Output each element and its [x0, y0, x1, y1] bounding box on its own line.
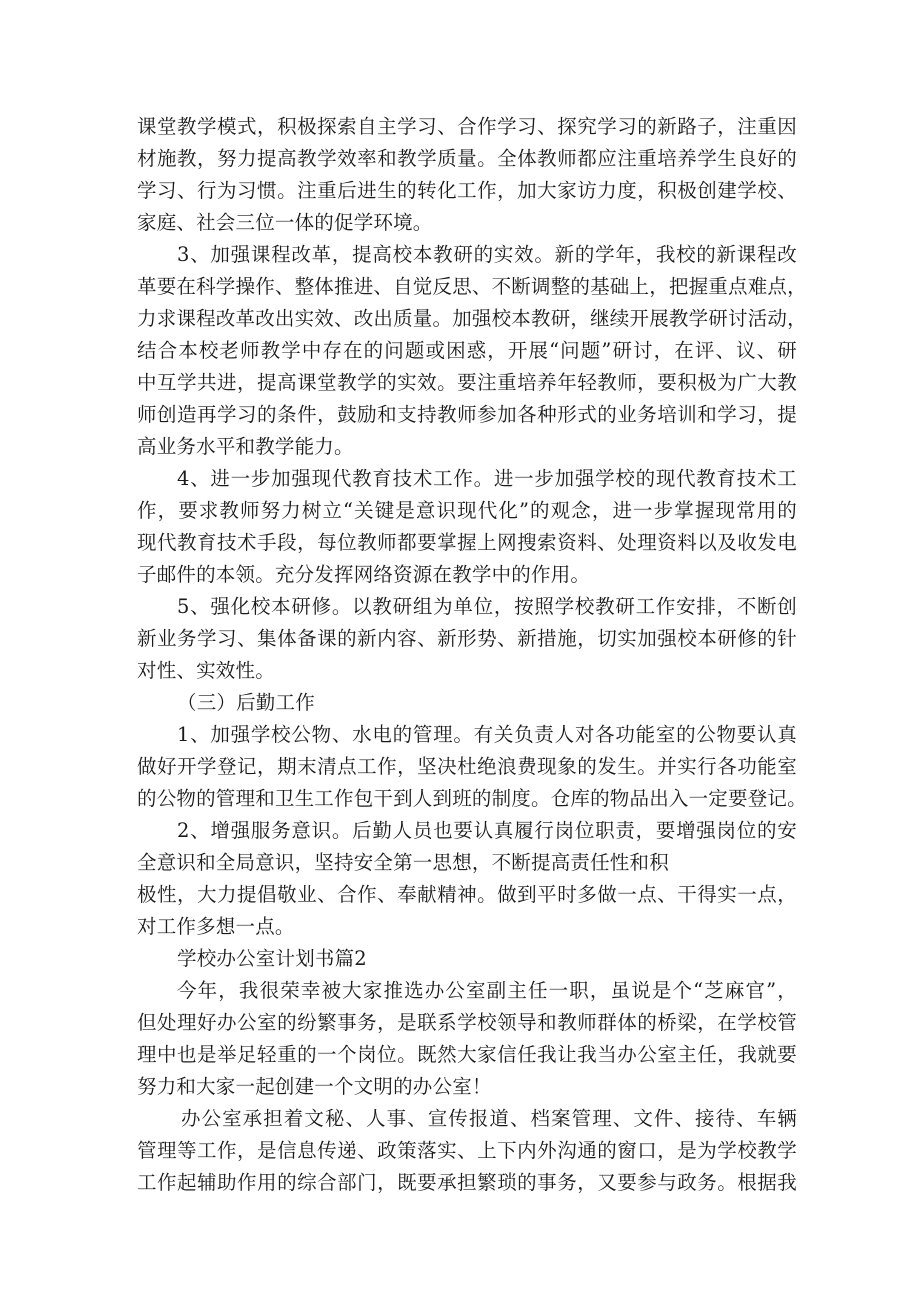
- text-line: 现代教育技术手段，每位教师都要掌握上网搜索资料、处理资料以及收发电: [137, 531, 797, 554]
- text-line: 做好开学登记，期末清点工作，坚决杜绝浪费现象的发生。并实行各功能室: [137, 755, 797, 778]
- text-line: 全意识和全局意识，坚持安全第一思想，不断提高责任性和积: [137, 851, 669, 874]
- text-line: 高业务水平和教学能力。: [137, 435, 354, 458]
- section-heading: （三）后勤工作: [177, 691, 315, 714]
- text-line: 新业务学习、集体备课的新内容、新形势、新措施，切实加强校本研修的针: [137, 627, 797, 650]
- text-line: 革要在科学操作、整体推进、自觉反思、不断调整的基础上，把握重点难点，: [137, 275, 807, 298]
- paragraph-first-line: 3、加强课程改革，提高校本教研的实效。新的学年，我校的新课程改: [177, 243, 797, 266]
- text-line: 管理等工作，是信息传递、政策落实、上下内外沟通的窗口，是为学校教学: [137, 1139, 797, 1162]
- text-line: 工作起辅助作用的综合部门，既要承担繁琐的事务，又要参与政务。根据我: [137, 1171, 797, 1194]
- text-line: 师创造再学习的条件，鼓励和支持教师参加各种形式的业务培训和学习，提: [137, 403, 797, 426]
- paragraph-first-line: 2、增强服务意识。后勤人员也要认真履行岗位职责，要增强岗位的安: [177, 819, 797, 842]
- text-line: 子邮件的本领。充分发挥网络资源在教学中的作用。: [137, 563, 591, 586]
- text-line: 力求课程改革改出实效、改出质量。加强校本教研，继续开展教学研讨活动，: [137, 307, 807, 330]
- text-line: 理中也是举足轻重的一个岗位。既然大家信任我让我当办公室主任，我就要: [137, 1043, 797, 1066]
- article-title: 学校办公室计划书篇2: [177, 947, 367, 970]
- paragraph-first-line: 办公室承担着文秘、人事、宣传报道、档案管理、文件、接待、车辆: [181, 1107, 797, 1130]
- text-line: 对工作多想一点。: [137, 915, 295, 938]
- text-line: 对性、实效性。: [137, 659, 275, 682]
- text-line: 课堂教学模式，积极探索自主学习、合作学习、探究学习的新路子，注重因: [137, 115, 797, 138]
- text-line: 中互学共进，提高课堂教学的实效。要注重培养年轻教师，要积极为广大教: [137, 371, 797, 394]
- paragraph-first-line: 1、加强学校公物、水电的管理。有关负责人对各功能室的公物要认真: [177, 723, 797, 746]
- paragraph-first-line: 4、进一步加强现代教育技术工作。进一步加强学校的现代教育技术工: [177, 467, 797, 490]
- text-line: 家庭、社会三位一体的促学环境。: [137, 211, 433, 234]
- text-line: 材施教，努力提高教学效率和教学质量。全体教师都应注重培养学生良好的: [137, 147, 797, 170]
- text-line: 学习、行为习惯。注重后进生的转化工作，加大家访力度，积极创建学校、: [137, 179, 797, 202]
- paragraph-first-line: 今年，我很荣幸被大家推选办公室副主任一职，虽说是个“芝麻官”，: [177, 979, 797, 1002]
- text-line: 的公物的管理和卫生工作包干到人到班的制度。仓库的物品出入一定要登记。: [137, 787, 807, 810]
- paragraph-first-line: 5、强化校本研修。以教研组为单位，按照学校教研工作安排，不断创: [177, 595, 797, 618]
- text-line: 努力和大家一起创建一个文明的办公室！: [137, 1075, 492, 1098]
- text-line: 极性，大力提倡敬业、合作、奉献精神。做到平时多做一点、干得实一点，: [137, 883, 797, 906]
- text-line: 作，要求教师努力树立“关键是意识现代化”的观念，进一步掌握现常用的: [137, 499, 797, 522]
- text-line: 但处理好办公室的纷繁事务，是联系学校领导和教师群体的桥梁，在学校管: [137, 1011, 797, 1034]
- text-line: 结合本校老师教学中存在的问题或困惑，开展“问题”研讨，在评、议、研: [137, 339, 797, 362]
